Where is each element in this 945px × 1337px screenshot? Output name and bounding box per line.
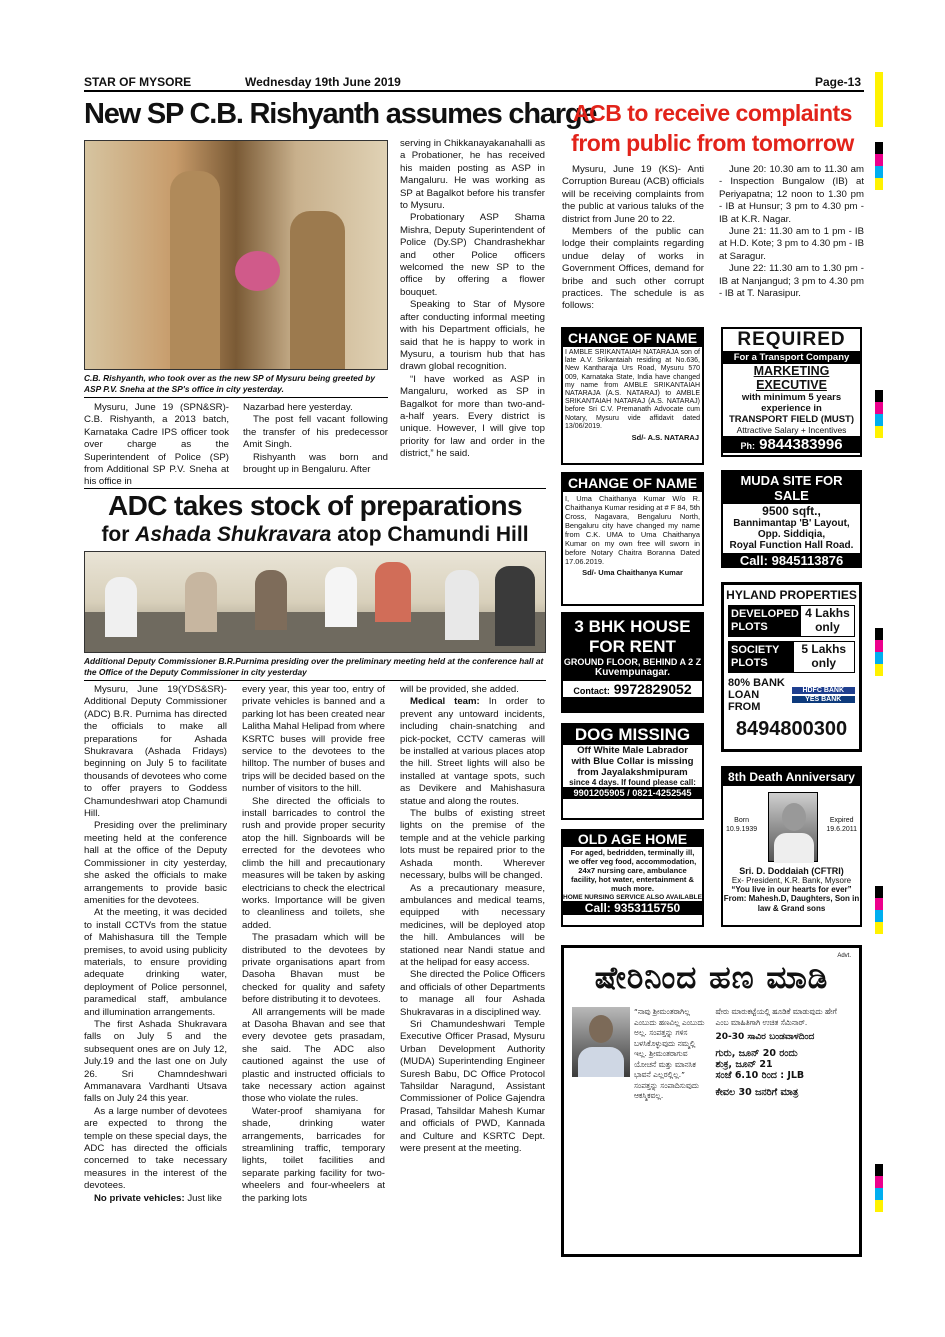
section-rule (84, 488, 546, 489)
article3-headline-1: ADC takes stock of preparations (108, 490, 522, 521)
old-age-home-ad: OLD AGE HOME For aged, bedridden, terminally ill, we offer veg food, accommodation, 24x7 nursing care, ambulance facility, hot water, entertainment & much more. HOME NURSING SERVICE ALSO AVAILABLE Call: 9353115750 (561, 829, 704, 927)
muda-site-ad: MUDA SITE FOR SALE 9500 sqft., Bannimantap 'B' Layout, Opp. Siddiqia, Royal Function Hall Road. Call: 9845113876 (721, 470, 862, 568)
change-of-name-ad-2: CHANGE OF NAME I, Uma Chaithanya Kumar W/o R. Chaithanya Kumar residing at # F 84, 5th Cross, Nagavara, Bengaluru North, Bengaluru city have changed my name from C.K. UMA to Uma Chaithanya Kumar on my own free will sworn in before Notary Chaitra Boranna Dated 17.06.2019. Sd/- Uma Chaithanya Kumar (561, 472, 704, 606)
hyland-properties-ad: HYLAND PROPERTIES DEVELOPED PLOTS 4 Lakhs only SOCIETY PLOTS 5 Lakhs only 80% BANK LOAN FROM HDFC BANK YES BANK 8494800300 (721, 582, 862, 752)
article3-col1: Mysuru, June 19(YDS&SR)- Additional Deputy Commissioner (ADC) B.R. Purnima has directed the officials to make all preparations for Ashada Shukravara (Ashada Fridays) beginning on July 5 to facilitate thousands of devotees who come to offer prayers to Goddess Chamundeshwari atop Chamundi Hill. Presiding over the preliminary meeting held at the conference hall at the office of the Deputy Commissioner in city yesterday, she asked the officials to make arrangements to provide basic amenities for the devotees. At the meeting, it was decided to install CCTVs from the statue of Mahishasura till the Temple premises, to avoid using publicity materials, to ensure providing adequate drinking water, deployment of Police personnel, paramedical staff, ambulance and illumination arrangements. The first Ashada Shukravara falls on July 5 and the subsequent ones are on July 12, July.19 and the last one on July 26. Sri Chamndeshwari Ammanavara Vardhanti Utsava falls on July 24 this year. As a large number of devotees are expected to throng the temple on these special days, the ADC has directed the officials concerned to take necessary measures in the interest of the devotees. No private vehicles: Just like (84, 684, 227, 1204)
caption-rule (84, 397, 388, 398)
article1-col2: Nazarbad here yesterday. The post fell vacant following the transfer of his predecessor Amit Singh. Rishyanth was born and brought up in Bengaluru. After (243, 402, 388, 476)
article2-headline-1: ACB to receive complaints (573, 100, 852, 126)
registration-marks (875, 72, 883, 1322)
article2-col2: June 20: 10.30 am to 11.30 am - Inspection Bungalow (IB) at Periyapatna; 12 noon to 1.30 pm - IB at Hunsur; 3 pm to 4.30 pm - IB at K.R. Nagar. June 21: 11.30 am to 1 pm - IB at H.D. Kote; 3 pm to 4.30 pm - IB at Saragur. June 22: 11.30 am to 1.30 pm - IB at Nanjangud; 3 pm to 4.30 pm - IB at T. Narasipur. (719, 164, 864, 300)
change-of-name-ad-1: CHANGE OF NAME I AMBLE SRIKANTAIAH NATARAJA son of late A.V. Srikantaiah residing at No.636, New Kantharaja Urs Road, Mysuru 570 009, Karnataka State, India have changed my name from AMBLE SRIKANTAIAH NATARAJA (A.S. NATARAJ) to AMBLE SRIKANTAIAH NATARAJ (A.S. NATARAJ) before Sri C.V. Premanath Advocate cum Notary, Mysuru vide affidavit dated 13/06/2019. Sd/- A.S. NATARAJ (561, 327, 704, 465)
paper-name: STAR OF MYSORE (84, 75, 192, 89)
article2-headline-2: from public from tomorrow (571, 130, 854, 156)
meeting-photo-caption: Additional Deputy Commissioner B.R.Purnima presiding over the preliminary meeting held at the conference hall at the Office of the Deputy Commissioner in city yesterday (84, 656, 544, 677)
article3-col3: will be provided, she added. Medical team: In order to prevent any untoward incidents, including chain-snatching and pick-pocket, CCTV cameras will be installed at various places atop the hill. Street lights will also be installed at vantage spots, such as Devikere and Mahishasura statue and along the routes. The bulbs of existing street lights on the premise of the temple and at the vehicle parking lots must be repaired prior to the Ashada month. Wherever necessary, bulbs will be changed. As a precautionary measure, ambulances and medical teams, equipped with necessary medicines, will be deployed atop the hill. Ambulances will be stationed near Nandi statue and at the helipad for easy access. She directed the Police Officers and officials of other Departments to manage all four Ashada Shukravaras in a disciplined way. Sri Chamundeshwari Temple Executive Officer Prasad, Mysuru Urban Development Authority (MUDA) Superintending Engineer Suresh Babu, DC Office Protocol Tahsildar Naragund, Assistant Commissioner of Police Gajendra Prasad, Tahsildar Mahesh Kumar and officials of PWD, Kannada and Culture and KSRTC Dept. were present at the meeting. (400, 684, 545, 1155)
kannada-ad-title: ಷೇರಿನಿಂದ ಹಣ ಮಾಡಿ (594, 960, 829, 996)
article3-headline-2: for Ashada Shukravara atop Chamundi Hill (101, 523, 529, 546)
dog-missing-ad: DOG MISSING Off White Male Labrador with Blue Collar is missing from Jayalakshmipuram since 4 days. If found please call: 9901205905 / 0821-4252545 (561, 723, 704, 820)
page-number: Page-13 (815, 75, 862, 89)
hdfc-logo: HDFC BANK (792, 687, 856, 694)
death-anniversary-ad: 8th Death Anniversary Born 10.9.1939 Expired 19.6.2011 Sri. D. Doddaiah (CFTRI) Ex- President, K.R. Bank, Mysore “You live in our hearts for ever” From: Mahesh.D, Daughters, Son in law & Grand sons (721, 766, 862, 927)
required-ad: REQUIRED For a Transport Company MARKETING EXECUTIVE with minimum 5 years experience in TRANSPORT FIELD (MUST) Attractive Salary + Incentives Ph: 9844383996 (721, 327, 862, 457)
caption-rule-2 (84, 680, 546, 681)
house-rent-ad: 3 BHK HOUSE FOR RENT GROUND FLOOR, BEHIND A 2 Z Kuvempunagar. Contact: 9972829052 (561, 612, 704, 713)
speaker-photo (572, 1007, 630, 1077)
yes-bank-logo: YES BANK (792, 696, 856, 703)
sp-photo (84, 140, 388, 370)
meeting-photo (84, 551, 546, 653)
header-rule (84, 90, 864, 92)
article2-col1: Mysuru, June 19 (KS)- Anti Corruption Bureau (ACB) officials will be receiving complaints from the public at various taluks of the district from June 20 to 22. Members of the public can lodge their complaints regarding undue delay of works in Government Offices, demand for bribe and such other corrupt practices. The schedule is as follows: (562, 164, 704, 312)
issue-date: Wednesday 19th June 2019 (245, 75, 401, 89)
sp-photo-caption: C.B. Rishyanth, who took over as the new SP of Mysuru being greeted by ASP P.V. Sneha at the SP's office in city yesterday. (84, 373, 375, 394)
article1-headline: New SP C.B. Rishyanth assumes charge (84, 98, 597, 130)
article1-col1: Mysuru, June 19 (SPN&SR)- C.B. Rishyanth, a 2013 batch, Karnataka Cadre IPS officer took over charge as the Superintendent of Police (SP) from Additional SP P.V. Sneha at his office in (84, 402, 229, 488)
article3-col2: every year, this year too, entry of private vehicles is banned and a parking lot has been created near Lalitha Mahal Helipad from where KSRTC buses will provide free service to the devotees to the hilltop. The number of buses and trips will be decided based on the number of visitors to the hill. She directed the officials to install barricades to control the rush and provide proper security atop the hill. Signboards will be errected for the devotees who climb the hill and precautionary measures will be taken by asking electricians to check the electrical works. Importance will be given to cleanliness and toilets, she added. The prasadam which will be distributed to the devotees by private organisations apart from Dasoha Bhavan must be checked for quality and safety before distributing it to devotees. All arrangements will be made at Dasoha Bhavan and see that every devotee gets prasadam, she said. The ADC also cautioned against the use of plastic and instructed officials to take necessary action against those who violate the rules. Water-proof shamiyana for shade, drinking water arrangements, barricades for streamlining traffic, temporary lights, toilet facilities and separate parking facility for two-wheelers and four-wheelers at the parking lots (242, 684, 385, 1204)
portrait (768, 792, 818, 862)
kannada-advertisement: Advt. ಷೇರಿನಿಂದ ಹಣ ಮಾಡಿ “ನಾವು ಶ್ರೀಮಂತರಾಗಿಲ್ಲ ಎಂಬುದು ಹಣವಿಲ್ಲ ಎಂಬುದು ಅಲ್ಲ. ಸಂಪತ್ತನ್ನು ಗಳಿಸ ಬಳಸಿಕೊಳ್ಳುವುದು ನಮ್ಮಲ್ಲಿ ಇಲ್ಲ. ಶ್ರೀಮಂತರಾಗುವ ಯೋಚನೆ ಮತ್ತು ಮಾನಸಿಕ ಭಾವನೆ ಎಲ್ಲರಲ್ಲಿಲ್ಲ.” ಸಂಪತ್ತನ್ನು ಸಂಪಾದಿಸುವುದು ಆಕಸ್ಮಿಕವಲ್ಲ. ಷೇರು ಮಾರುಕಟ್ಟೆಯಲ್ಲಿ ಹೂಡಿಕೆ ಮಾಡುವುದು ಹೇಗೆ ಎಂಬ ಮಾಹಿತಿಗಾಗಿ ಉಚಿತ ಸೆಮಿನಾರ್. 20-30 ಸಾವಿರ ಬಂಡವಾಳದಿಂದ ಗುರು, ಜೂನ್ 20 ರಂದು ಶುಕ್ರ, ಜೂನ್ 21 ಸಂಜೆ 6.10 ರಿಂದ : JLB ಕೇವಲ 30 ಜನರಿಗೆ ಮಾತ್ರ (561, 945, 862, 1257)
article1-col3: serving in Chikkanayakanahalli as a Probationer, he has received his maiden posting as ASP in Mangaluru. He was working as SP at Bagalkot before his transfer to Mysuru. Probationary ASP Shama Mishra, Deputy Superintendent of Police (Dy.SP) Chandrashekhar and other Police officers welcomed the new SP to the office by offering a flower bouquet. Speaking to Star of Mysore after conducting informal meeting with his Department officials, he said that he is happy to work in Mysuru, a tourism hub that has drawn global recognition. “I have worked as ASP in Mangaluru, worked as SP in Bagalkot for more than two-and-a-half years. Every district is unique. However, I will give top priority for law and order in the district,” he said. (400, 138, 545, 460)
